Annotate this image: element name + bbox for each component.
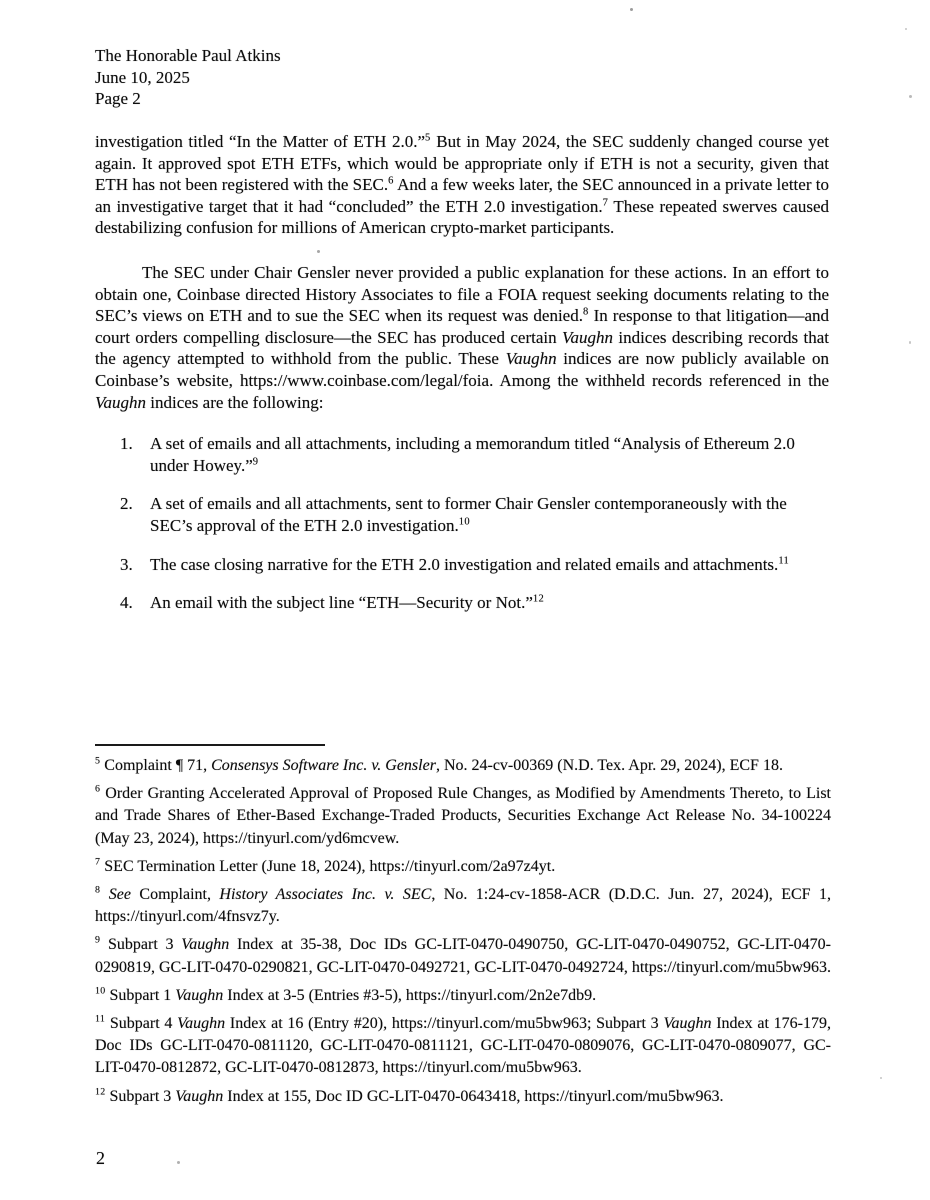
- footnote-reference: 10: [458, 516, 470, 528]
- footnote: [95, 1086, 831, 1108]
- list-item: [95, 433, 829, 476]
- scan-speck: [905, 28, 907, 30]
- italic-text: Vaughn: [175, 1087, 224, 1105]
- text-run: Subpart 4: [105, 1015, 178, 1033]
- italic-text: Vaughn: [175, 986, 224, 1004]
- italic-text: Vaughn: [177, 1015, 226, 1033]
- italic-text: History Associates Inc. v. SEC: [219, 886, 432, 904]
- footnote-list: [95, 755, 831, 1108]
- footnote: [95, 856, 831, 878]
- text-run: indices are now publicly available on Coinbase’s website, https://www.coinbase.com/legal/foia. Among the withheld records referenced in the: [95, 349, 829, 390]
- italic-text: Vaughn: [95, 392, 146, 412]
- footnote-marker: 10: [95, 985, 106, 997]
- text-run: , No. 1:24-cv-1858-ACR (D.D.C. Jun. 27, 2024), ECF 1, https://tinyurl.com/4fnsvz7y.: [95, 886, 832, 926]
- letterhead-block: [95, 45, 281, 110]
- text-run: A set of emails and all attachments, including a memorandum titled “Analysis of Ethereum 2.0 under Howey.”: [150, 434, 795, 475]
- scan-speck: [630, 8, 633, 11]
- footnote-separator: [95, 744, 325, 746]
- list-item-text: [150, 433, 820, 476]
- list-item-number: 3.: [120, 554, 133, 574]
- text-run: But in May 2024, the SEC suddenly changed course yet again. It approved spot ETH ETFs, which would be appropriate only if ETH is not a security, given that ETH has not been registered with the SEC.: [95, 132, 829, 195]
- text-run: , No. 24-cv-00369 (N.D. Tex. Apr. 29, 2024), ECF 18.: [435, 757, 783, 774]
- scan-speck: [177, 1161, 180, 1164]
- text-run: Index at 3-5 (Entries #3-5), https://tinyurl.com/2n2e7db9.: [223, 986, 597, 1004]
- italic-text: See: [108, 886, 131, 904]
- list-item-text: [150, 592, 820, 614]
- list-item-number: 4.: [120, 593, 133, 613]
- italic-text: Vaughn: [505, 349, 557, 369]
- page-label: Page 2: [95, 89, 141, 108]
- text-run: A set of emails and all attachments, sent to former Chair Gensler contemporaneously with the SEC’s approval of the ETH 2.0 investigation.: [150, 494, 787, 535]
- text-run: Complaint ¶ 71,: [100, 757, 212, 774]
- footnote-reference: 5: [425, 132, 431, 144]
- text-run: indices describing records that the agency attempted to withhold from the public. These: [95, 327, 829, 369]
- scan-speck: [909, 95, 912, 98]
- text-run: Subpart 3: [100, 936, 182, 954]
- text-run: The SEC under Chair Gensler never provided a public explanation for these actions. In an effort to obtain one, Coinbase directed History Associates to file a FOIA request seeking documents relating to the SEC’s views on ETH and to sue the SEC when its request was denied.: [95, 262, 829, 326]
- text-run: In response to that litigation—and court orders compelling disclosure—the SEC has produced certain: [95, 306, 830, 347]
- text-run: [100, 886, 108, 903]
- list-item-number: 1.: [120, 434, 133, 454]
- body-paragraphs: [95, 131, 829, 413]
- text-run: Subpart 1: [105, 986, 176, 1004]
- text-run: Index at 176-179, Doc IDs GC-LIT-0470-0811120, GC-LIT-0470-0811121, GC-LIT-0470-0809076, GC-LIT-0470-0809077, GC-LIT-0470-0812872, GC-LIT-0470-0812873, https://tinyurl.com/mu5bw963.: [95, 1015, 831, 1077]
- footnote: [95, 783, 831, 850]
- letter-body: [95, 131, 829, 631]
- list-item-text: [150, 554, 820, 576]
- footnote-marker: 8: [95, 884, 101, 896]
- footnote: [95, 934, 831, 978]
- list-item: [95, 493, 829, 536]
- scan-speck: [880, 1077, 882, 1079]
- footnote-reference: 12: [532, 593, 545, 605]
- text-run: Index at 16 (Entry #20), https://tinyurl.com/mu5bw963; Subpart 3: [225, 1015, 664, 1033]
- footnotes-section: [95, 744, 831, 1114]
- letter-date: June 10, 2025: [95, 67, 190, 87]
- text-run: Index at 35-38, Doc IDs GC-LIT-0470-0490750, GC-LIT-0470-0490752, GC-LIT-0470-0290819, GC-LIT-0470-0290821, GC-LIT-0470-0492721, GC-LIT-0470-0492724, https://tinyurl.com/mu5bw963.: [95, 936, 831, 976]
- text-run: Order Granting Accelerated Approval of Proposed Rule Changes, as Modified by Amendments Thereto, to List and Trade Shares of Ether-Based Exchange-Traded Products, Securities Exchange Act Release No. 34-100224 (May 23, 2024), https://tinyurl.com/yd6mcvew.: [95, 785, 831, 847]
- footnote-reference: 11: [778, 554, 790, 566]
- withheld-records-list: [95, 433, 829, 614]
- footnote-reference: 7: [602, 197, 609, 209]
- footnote-reference: 8: [582, 306, 589, 318]
- recipient-name: The Honorable Paul Atkins: [95, 46, 281, 65]
- footnote-marker: 6: [95, 783, 101, 795]
- footnote-marker: 11: [95, 1013, 106, 1025]
- footnote-marker: 9: [95, 935, 101, 947]
- text-run: Index at 155, Doc ID GC-LIT-0470-0643418, https://tinyurl.com/mu5bw963.: [223, 1087, 724, 1105]
- text-run: An email with the subject line “ETH—Security or Not.”: [150, 593, 533, 613]
- text-run: These repeated swerves caused destabilizing confusion for millions of American crypto-market participants.: [95, 196, 829, 238]
- list-item: [95, 592, 829, 614]
- footnote-marker: 12: [95, 1086, 106, 1098]
- footnote: [95, 1013, 831, 1080]
- text-run: investigation titled “In the Matter of ETH 2.0.”: [95, 132, 426, 151]
- italic-text: Vaughn: [663, 1015, 712, 1033]
- text-run: indices are the following:: [146, 392, 324, 412]
- footnote: [95, 985, 831, 1007]
- text-run: The case closing narrative for the ETH 2.0 investigation and related emails and attachments.: [150, 554, 779, 574]
- paragraph: [95, 131, 829, 239]
- text-run: SEC Termination Letter (June 18, 2024), https://tinyurl.com/2a97z4yt.: [100, 857, 556, 875]
- text-run: Complaint,: [130, 886, 220, 904]
- italic-text: Vaughn: [181, 936, 230, 954]
- footnote-marker: 5: [95, 755, 101, 767]
- scan-speck: [317, 250, 320, 253]
- text-run: And a few weeks later, the SEC announced in a private letter to an investigative target that it had “concluded” the ETH 2.0 investigation.: [95, 175, 830, 216]
- footnote: [95, 755, 831, 777]
- list-item-number: 2.: [120, 494, 133, 514]
- italic-text: Vaughn: [561, 327, 613, 347]
- text-run: Subpart 3: [105, 1087, 176, 1105]
- paragraph: [95, 262, 829, 413]
- footnote: [95, 884, 831, 928]
- italic-text: Consensys Software Inc. v. Gensler: [211, 757, 436, 774]
- list-item-text: [150, 493, 820, 536]
- footnote-marker: 7: [95, 856, 101, 868]
- footnote-reference: 6: [388, 175, 394, 187]
- list-item: [95, 554, 829, 576]
- scan-speck: [909, 341, 911, 344]
- page-number: 2: [96, 1148, 105, 1168]
- footnote-reference: 9: [252, 456, 259, 468]
